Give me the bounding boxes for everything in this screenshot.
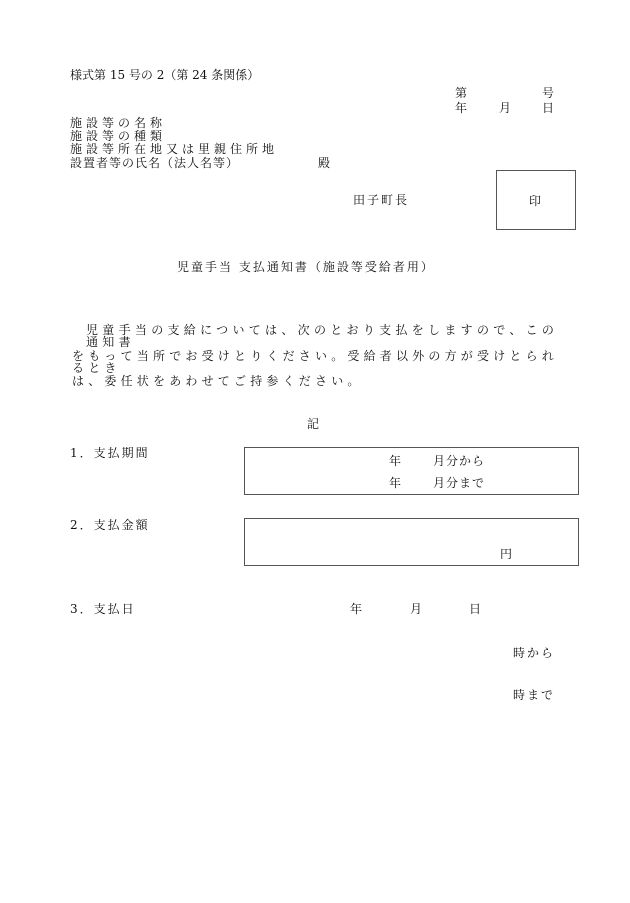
date-year: 年 [455,101,468,115]
payment-amount-box [244,518,579,566]
form-number: 様式第 15 号の 2（第 24 条関係） [70,68,260,82]
payment-period-label: 1．支払期間 [70,446,150,460]
honorific: 殿 [318,156,331,170]
ki-mark: 記 [307,417,320,431]
date-day: 日 [542,101,555,115]
seal-label: 印 [529,194,542,208]
payment-amount-label: 2．支払金額 [70,518,150,532]
doc-number-go: 号 [542,86,555,100]
payment-period-box [244,447,579,495]
document-title: 児童手当 支払通知書（施設等受給者用） [177,260,435,274]
period-to-year: 年 [389,476,402,490]
facility-name-label: 施設等の名称 [70,116,167,130]
period-from-month: 月分から [433,454,486,468]
period-from-year: 年 [389,454,402,468]
founder-name-label: 設置者等の氏名（法人名等） [70,156,240,170]
payment-date-label: 3．支払日 [70,602,136,616]
time-to: 時まで [513,688,556,702]
body-line-1: 児童手当の支給については、次のとおり支払をしますので、この通知書 [86,323,559,349]
payment-date-year: 年 [350,602,363,616]
issuer-name: 田子町長 [353,193,410,207]
amount-unit: 円 [500,547,513,561]
time-from: 時から [513,646,556,660]
payment-date-day: 日 [469,602,482,616]
body-line-3: は、委任状をあわせてご持参ください。 [72,374,364,388]
date-month: 月 [499,101,512,115]
period-to-month: 月分まで [433,476,486,490]
payment-date-month: 月 [410,602,423,616]
body-line-2: をもって当所でお受けとりください。受給者以外の方が受けとられるとき [72,349,559,375]
facility-address-label: 施設等所在地又は里親住所地 [70,142,279,156]
facility-type-label: 施設等の種類 [70,129,167,143]
seal-box [496,170,576,230]
doc-number-dai: 第 [455,86,468,100]
